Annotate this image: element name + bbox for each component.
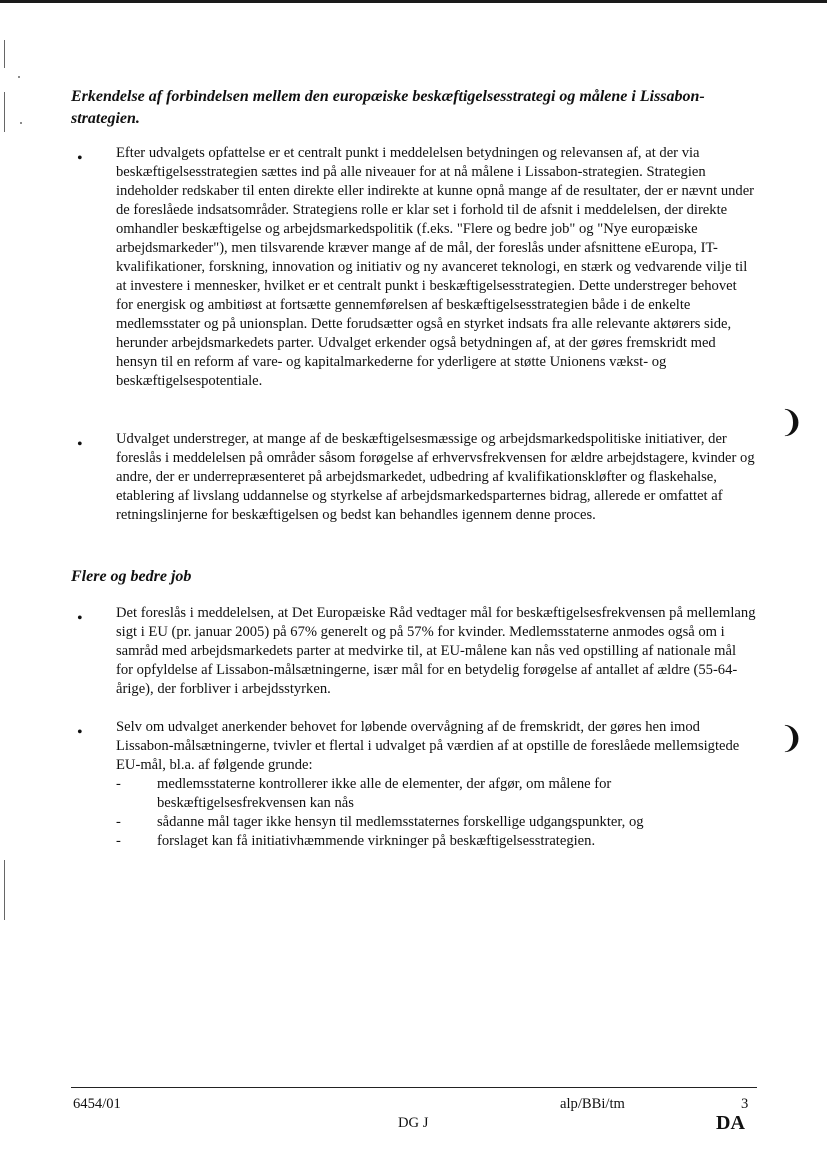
paragraph-employment-targets: Det foreslås i meddelelsen, at Det Europæiske Råd vedtager mål for beskæftigelsesfrekvensen på mellemlang sigt i EU (pr. januar 2005) på 67% generelt og på 57% for kvinder. Medlemsstaterne anmodes også om i samråd med arbejdsmarkedets parter at medvirke til, at EU-målene kan nås ved opstilling af nationale mål for opfyldelse af Lissabon-målsætningerne, især mål for en betydelig forøgelse af antallet af ældre (55-64-årige), der forbliver i arbejdsstyrken. [116,605,756,697]
list-item [116,775,756,813]
bullet-marker: • [77,150,83,167]
list-item-text: sådanne mål tager ikke hensyn til medlemsstaternes forskellige udgangspunkter, og [157,814,644,830]
footer-divider [71,1087,757,1088]
list-item [116,813,756,832]
scan-artifact-dot [18,76,20,78]
dash-marker: - [116,776,121,792]
margin-bracket-mark: ❩ [779,405,805,440]
scan-artifact-line [4,40,5,68]
bullet-marker: • [77,610,83,627]
bullet-marker: • [77,724,83,741]
language-code: DA [716,1112,745,1134]
paragraph-strategy-relevance: Efter udvalgets opfattelse er et centralt punkt i meddelelsen betydningen og relevansen af, at der via beskæftigelsesstrategien sættes ind på alle niveauer for at nå målene i Lissabon-strategien. Strategien indeholder redskaber til enten direkte eller indirekte at kunne opnå mange af de resultater, der er nævnt under de foreslåede indsatsområder. Strategiens rolle er klar set i forhold til de afsnit i meddelelsen, der direkte omhandler beskæftigelse og arbejdsmarkedspolitik (f.eks. "Flere og bedre job" og "Nye europæiske arbejdsmarkeder"), men tilsvarende kræver mange af de mål, der foreslås under afsnittene eEuropa, IT-kvalifikationer, forskning, innovation og initiativ og ny avanceret teknologi, en stærk og vedvarende vilje til at investere i mennesker, hvilket er et centralt punkt i beskæftigelsesstrategien. Dette understreger behovet for energisk og ambitiøst at fortsætte gennemførelsen af beskæftigelsesstrategien både i de enkelte medlemsstater og på unionsplan. Dette forudsætter også en styrket indsats fra alle relevante aktørers side, herunder arbejdsmarkedets parter. Udvalget erkender også betydningen af, at der gøres fremskridt med hensyn til en reform af vare- og kapitalmarkederne for yderligere at støtte Unionens vækst- og beskæftigelsespotentiale. [116,145,755,389]
paragraph-committee-doubts-text: Selv om udvalget anerkender behovet for løbende overvågning af de fremskridt, der gøres hen imod Lissabon-målsætningerne, tvivler et flertal i udvalget på værdien af at opstille de foreslåede mellemsigtede EU-mål, bl.a. af følgende grunde: [116,719,740,773]
document-number: 6454/01 [73,1096,121,1112]
section-heading-more-better-jobs: Flere og bedre job [71,568,192,585]
paragraph-committee-doubts [116,718,756,851]
dash-marker: - [116,833,121,849]
list-item-text: forslaget kan få initiativhæmmende virkninger på beskæftigelsesstrategien. [157,833,596,849]
directorate-code: DG J [398,1115,429,1131]
list-item-text: medlemsstaterne kontrollerer ikke alle de elementer, der afgør, om målene for beskæftigelsesfrekvensen kan nås [157,776,612,811]
page-number: 3 [741,1096,749,1112]
reasons-list [116,775,756,851]
list-item [116,832,756,851]
dash-marker: - [116,814,121,830]
section-heading-lisbon: Erkendelse af forbindelsen mellem den europæiske beskæftigelsesstrategi og målene i Lissabon-strategien. [71,88,705,127]
author-reference: alp/BBi/tm [560,1096,625,1112]
top-border-line [0,0,827,3]
bullet-marker: • [77,436,83,453]
margin-bracket-mark: ❩ [779,721,805,756]
scan-artifact-dot [20,122,22,124]
scan-artifact-line [4,92,5,132]
scan-artifact-line [4,860,5,920]
paragraph-employment-initiatives: Udvalget understreger, at mange af de beskæftigelsesmæssige og arbejdsmarkedspolitiske initiativer, der foreslås i meddelelsen på områder såsom forøgelse af erhvervsfrekvensen for ældre arbejdstagere, kvinder og andre, der er underrepræsenteret på arbejdsmarkedet, udbedring af kvalifikationskløfter og flaskehalse, etablering af livslang uddannelse og styrkelse af arbejdsmarkedsparternes bidrag, allerede er omfattet af retningslinjerne for beskæftigelsen og bedst kan behandles igennem denne proces. [116,431,755,523]
